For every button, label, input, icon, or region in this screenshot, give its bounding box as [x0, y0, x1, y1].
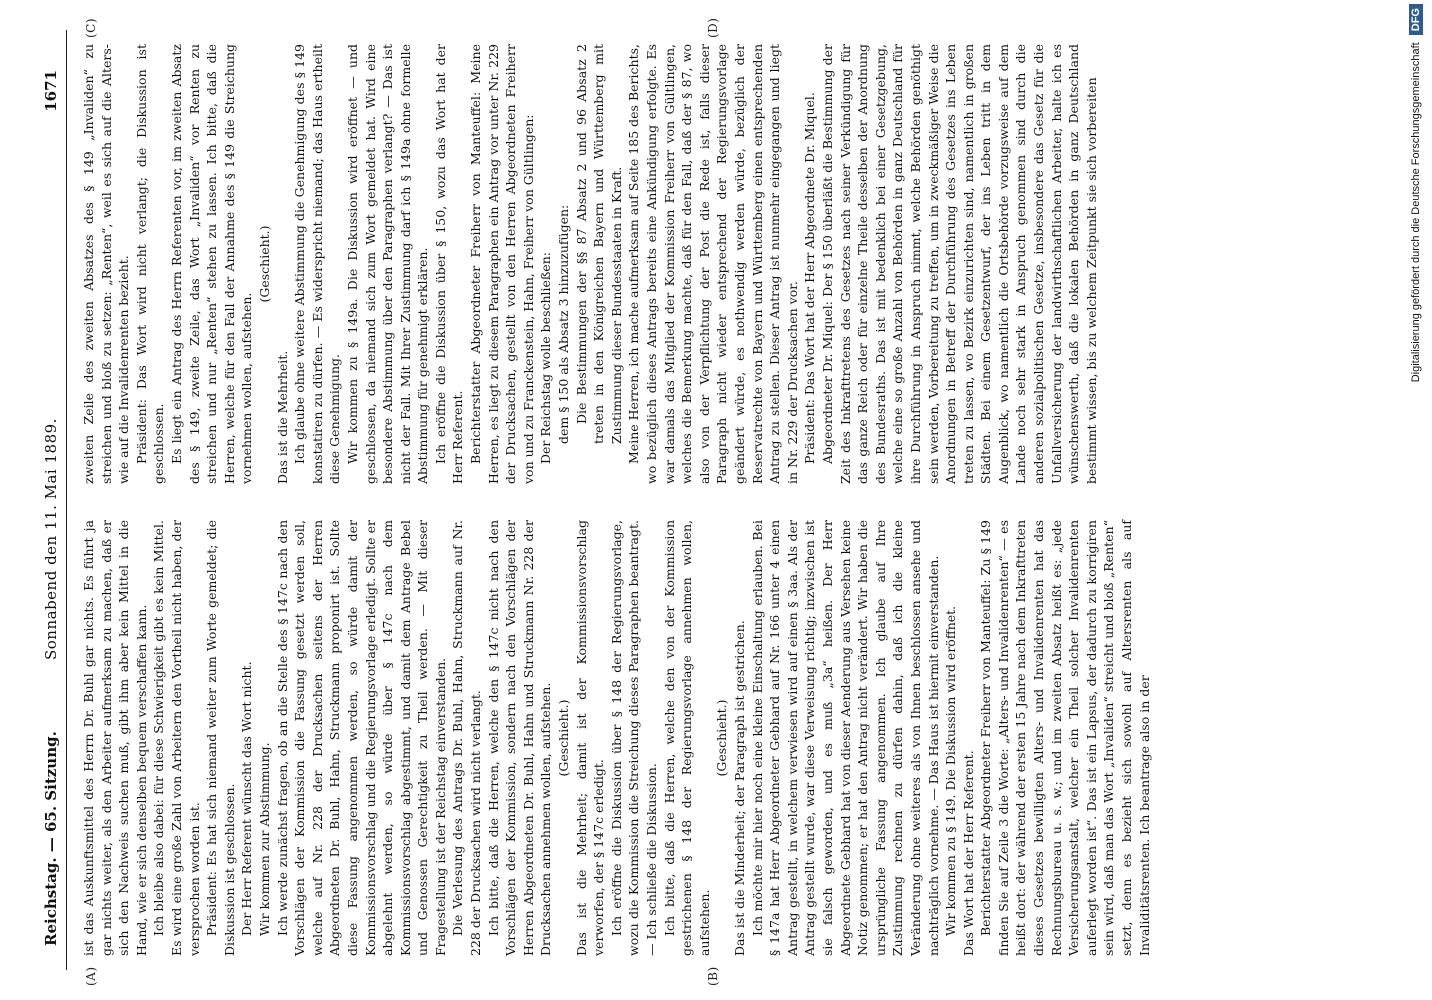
page-number: 1671	[42, 70, 60, 112]
right-column	[80, 44, 1130, 484]
margin-mark-a: (A)	[84, 966, 98, 986]
paragraph: ist das Auskunftsmittel des Herrn Dr. Buhl gar nichts. Es führt ja gar nichts weiter, als den Arbeiter aufmerksam zu machen, daß er sich den Nachweis suchen muß, gibt ihm aber kein Mittel in die Hand, wie er sich denselben bequem verschaffen kann.	[81, 520, 149, 956]
paragraph: Ich bitte, daß die Herren, welche den von der Kommission gestrichenen § 148 der Regierungsvorlage annehmen wollen, aufstehen.	[661, 520, 712, 956]
paragraph: Meine Herren, ich mache aufmerksam auf Seite 185 des Berichts, wo bezüglich dieses Antrags bereits eine Ankündigung erfolgte. Es war damals das Mitglied der Kommission Freiherr von Gültlingen, welches die Bemerkung machte, daß für den Fall, daß der § 87, wo also von der Verpflichtung der Post die Rede ist, falls dieser Paragraph nicht wieder entsprechend der Regierungsvorlage geändert würde, es nothwendig werden würde, bezüglich der Reservatrechte von Bayern und Württemberg einen entsprechenden Antrag zu stellen. Dieser Antrag ist nunmehr eingegangen und liegt in Nr. 229 der Drucksachen vor.	[626, 44, 800, 484]
paragraph: Die Bestimmungen der §§ 87 Absatz 2 und 96 Absatz 2 treten in den Königreichen Bayern und Württemberg mit Zustimmung dieser Bundesstaaten in Kraft.	[573, 44, 624, 444]
paragraph: zweiten Zeile des zweiten Absatzes des § 149 „Invaliden“ zu streichen und bloß zu setzen: „Renten“, weil es sich auf die Alters- wie auf die Invalidenrenten bezieht.	[81, 44, 132, 484]
stage-direction: (Geschieht.)	[714, 699, 730, 777]
paragraph: Ich glaube ohne weitere Abstimmung die Genehmigung des § 149 konstatiren zu dürfen. — Es widerspricht niemand; das Haus ertheilt diese Genehmigung.	[292, 44, 343, 484]
paragraph: Ich eröffne die Diskussion über § 150, wozu das Wort hat der Herr Referent.	[432, 44, 466, 484]
paragraph: dem § 150 als Absatz 3 hinzuzufügen:	[556, 204, 572, 444]
paragraph: Das ist die Mehrheit.	[274, 350, 290, 484]
credit-text: Digitalisierung gefördert durch die Deutsche Forschungsgemeinschaft	[1410, 42, 1422, 383]
dfg-logo: DFG	[1409, 4, 1423, 35]
paragraph: Ich eröffne die Diskussion über § 148 der Regierungsvorlage, wozu die Kommission die Streichung dieses Paragraphen beantragt. — Ich schließe die Diskussion.	[608, 520, 659, 956]
paragraph: Das ist die Mehrheit; damit ist der Kommissionsvorschlag verworfen, der § 147c erledigt.	[573, 520, 607, 956]
paragraph: Ich bitte, daß die Herren, welche den § 147c nicht nach den Vorschlägen der Kommission, sondern nach den Vorschlägen der Herren Abgeordneten Dr. Buhl, Hahn und Struckmann Nr. 228 der Drucksachen annehmen wollen, aufstehen.	[485, 520, 554, 956]
paragraph: Das Wort hat der Herr Referent.	[960, 750, 976, 956]
margin-mark-c: (C)	[84, 17, 98, 38]
paragraph: Berichterstatter Abgeordneter Freiherr von Manteuffel: Zu § 149 finden Sie auf Zeile 3 die Worte: „Alters- und Invalidenrenten“ — es heißt dort: der während der ersten 15 Jahre nach dem Inkrafttreten dieses Gesetzes bewilligten Alters- und Invalidenrenten hat das Rechnungsbureau u. s. w.; und im zweiten Absatz heißt es: „jede Versicherungsanstalt, welcher ein Theil solcher Invalidenrenten auferlegt worden ist“. Das ist ein Lapsus, der dadurch zu korrigiren sein wird, daß man das Wort „Invaliden“ streicht und bloß „Renten“ setzt, denn es bezieht sich sowohl auf Altersrenten als auf Invaliditätsrenten. Ich beantrage also in der	[978, 520, 1152, 956]
margin-mark-b: (B)	[706, 966, 720, 986]
paragraph: Berichterstatter Abgeordneter Freiherr von Manteuffel: Meine Herren, es liegt zu diesem Paragraphen ein Antrag vor unter Nr. 229 der Drucksachen, gestellt von den Herren Abgeordneten Freiherr von und zu Franckenstein, Hahn, Freiherr von Gültlingen:	[468, 44, 536, 484]
paragraph: Wir kommen zur Abstimmung.	[256, 742, 272, 936]
header-left: Reichstag. — 65. Sitzung.	[42, 731, 60, 946]
header-date: Sonnabend den 11. Mai 1889.	[42, 418, 60, 660]
paragraph: Das ist die Minderheit; der Paragraph ist gestrichen.	[731, 620, 747, 956]
stage-direction: (Geschieht.)	[256, 225, 272, 303]
digitization-credit	[1405, 4, 1427, 994]
paragraph: Der Reichstag wolle beschließen:	[538, 252, 554, 464]
paragraph: Präsident: Das Wort wird nicht verlangt; die Diskussion ist geschlossen.	[133, 44, 167, 484]
paragraph: Der Herr Referent wünscht das Wort nicht.	[239, 661, 255, 936]
paragraph: Präsident: Es hat sich niemand weiter zum Worte gemeldet; die Diskussion ist geschlossen.	[204, 520, 237, 956]
paragraph: Die Verlesung des Antrags Dr. Buhl, Hahn, Struckmann auf Nr. 228 der Drucksachen wird nicht verlangt.	[450, 520, 484, 956]
paragraph: Wir kommen zu § 149a. Die Diskussion wird eröffnet — und geschlossen, da niemand sich zum Wort gemeldet hat. Wird eine besondere Abstimmung über den Paragraphen verlangt? — Das ist nicht der Fall. Mit Ihrer Zustimmung darf ich § 149a ohne formelle Abstimmung für genehmigt erklären.	[344, 44, 431, 484]
page-header	[38, 30, 67, 970]
stage-direction: (Geschieht.)	[556, 699, 572, 777]
paragraph: Ich möchte mir hier noch eine kleine Einschaltung erlauben. Bei § 147a hat Herr Abgeordneter Gebhard auf Nr. 166 unter 4 einen Antrag gestellt, in welchem verwiesen wird auf einen § 3aa. Als der Antrag gestellt wurde, war diese Verweisung richtig; inzwischen ist sie falsch geworden, und es muß „3a“ heißen. Der Herr Abgeordnete Gebhard hat von dieser Aenderung aus Versehen keine Notiz genommen; er hat den Antrag nicht verändert. Wir haben die ursprüngliche Fassung angenommen. Ich glaube auf Ihre Zustimmung rechnen zu dürfen dahin, daß ich die kleine Veränderung ohne weiteres als von Ihnen beschlossen ansehe und nachträglich vornehme. — Das Haus ist hiermit einverstanden.	[749, 520, 941, 956]
paragraph: Ich werde zunächst fragen, ob an die Stelle des § 147c nach den Vorschlägen der Kommission die Fassung gesetzt werden soll, welche auf Nr. 228 der Drucksachen seitens der Herren Abgeordneten Dr. Buhl, Hahn, Struckmann proponirt ist. Sollte diese Fassung angenommen werden, so würde damit der Kommissionsvorschlag und die Regierungsvorlage erledigt. Sollte er abgelehnt werden, so würde über § 147c nach dem Kommissionsvorschlag abgestimmt, und damit dem Antrage Bebel und Genossen Gerechtigkeit zu Theil werden. — Mit dieser Fragestellung ist der Reichstag einverstanden.	[274, 520, 448, 956]
left-column	[80, 520, 1152, 956]
paragraph: Ich bleibe also dabei: für diese Schwierigkeit gibt es kein Mittel. Es wird eine große Zahl von Arbeitern den Vortheil nicht haben, der versprochen worden ist.	[151, 520, 202, 956]
paragraph: Wir kommen zu § 149. Die Diskussion wird eröffnet.	[943, 605, 959, 936]
margin-mark-d: (D)	[706, 17, 720, 38]
paragraph: Präsident: Das Wort hat der Herr Abgeordnete Dr. Miquel.	[802, 92, 818, 464]
paragraph: Abgeordneter Dr. Miquel: Der § 150 überläßt die Bestimmung der Zeit des Inkrafttretens des Gesetzes nach seiner Verkündigung für das ganze Reich oder für einzelne Theile desselben der Anordnung des Bundesraths. Das ist mit bedenklich bei einer Gesetzgebung, welche eine so große Anzahl von Behörden in ganz Deutschland für ihre Durchführung in Anspruch nimmt, welche Behörden genöthigt sein werden, Vorbereitung zu treffen, um in zweckmäßiger Weise die Anordnungen in Betreff der Durchführung des Gesetzes ins Leben treten zu lassen, wo Bezirk einzurichten sind, namentlich in großen Städten. Bei einem Gesetzentwurf, der ins Leben tritt in dem Augenblick, wo namentlich die Ortsbehörde vorzugsweise auf dem Lande noch sehr stark in Anspruch genommen sind durch die anderen sozialpolitischen Gesetze, insbesondere das Gesetz für die Unfallversicherung der landwirthschaftlichen Arbeiter, halte ich es wünschenswerth, daß die lokalen Behörden in ganz Deutschland bestimmt wissen, bis zu welchem Zeitpunkt sie sich vorbereiten	[819, 44, 1099, 484]
paragraph: Es liegt ein Antrag des Herrn Referenten vor, im zweiten Absatz des § 149, zweite Zeile, das Wort „Invaliden“ vor Renten zu streichen und nur „Renten“ stehen zu lassen. Ich bitte, daß die Herren, welche für den Fall der Annahme des § 149 die Streichung vornehmen wollen, aufstehen.	[168, 44, 255, 484]
